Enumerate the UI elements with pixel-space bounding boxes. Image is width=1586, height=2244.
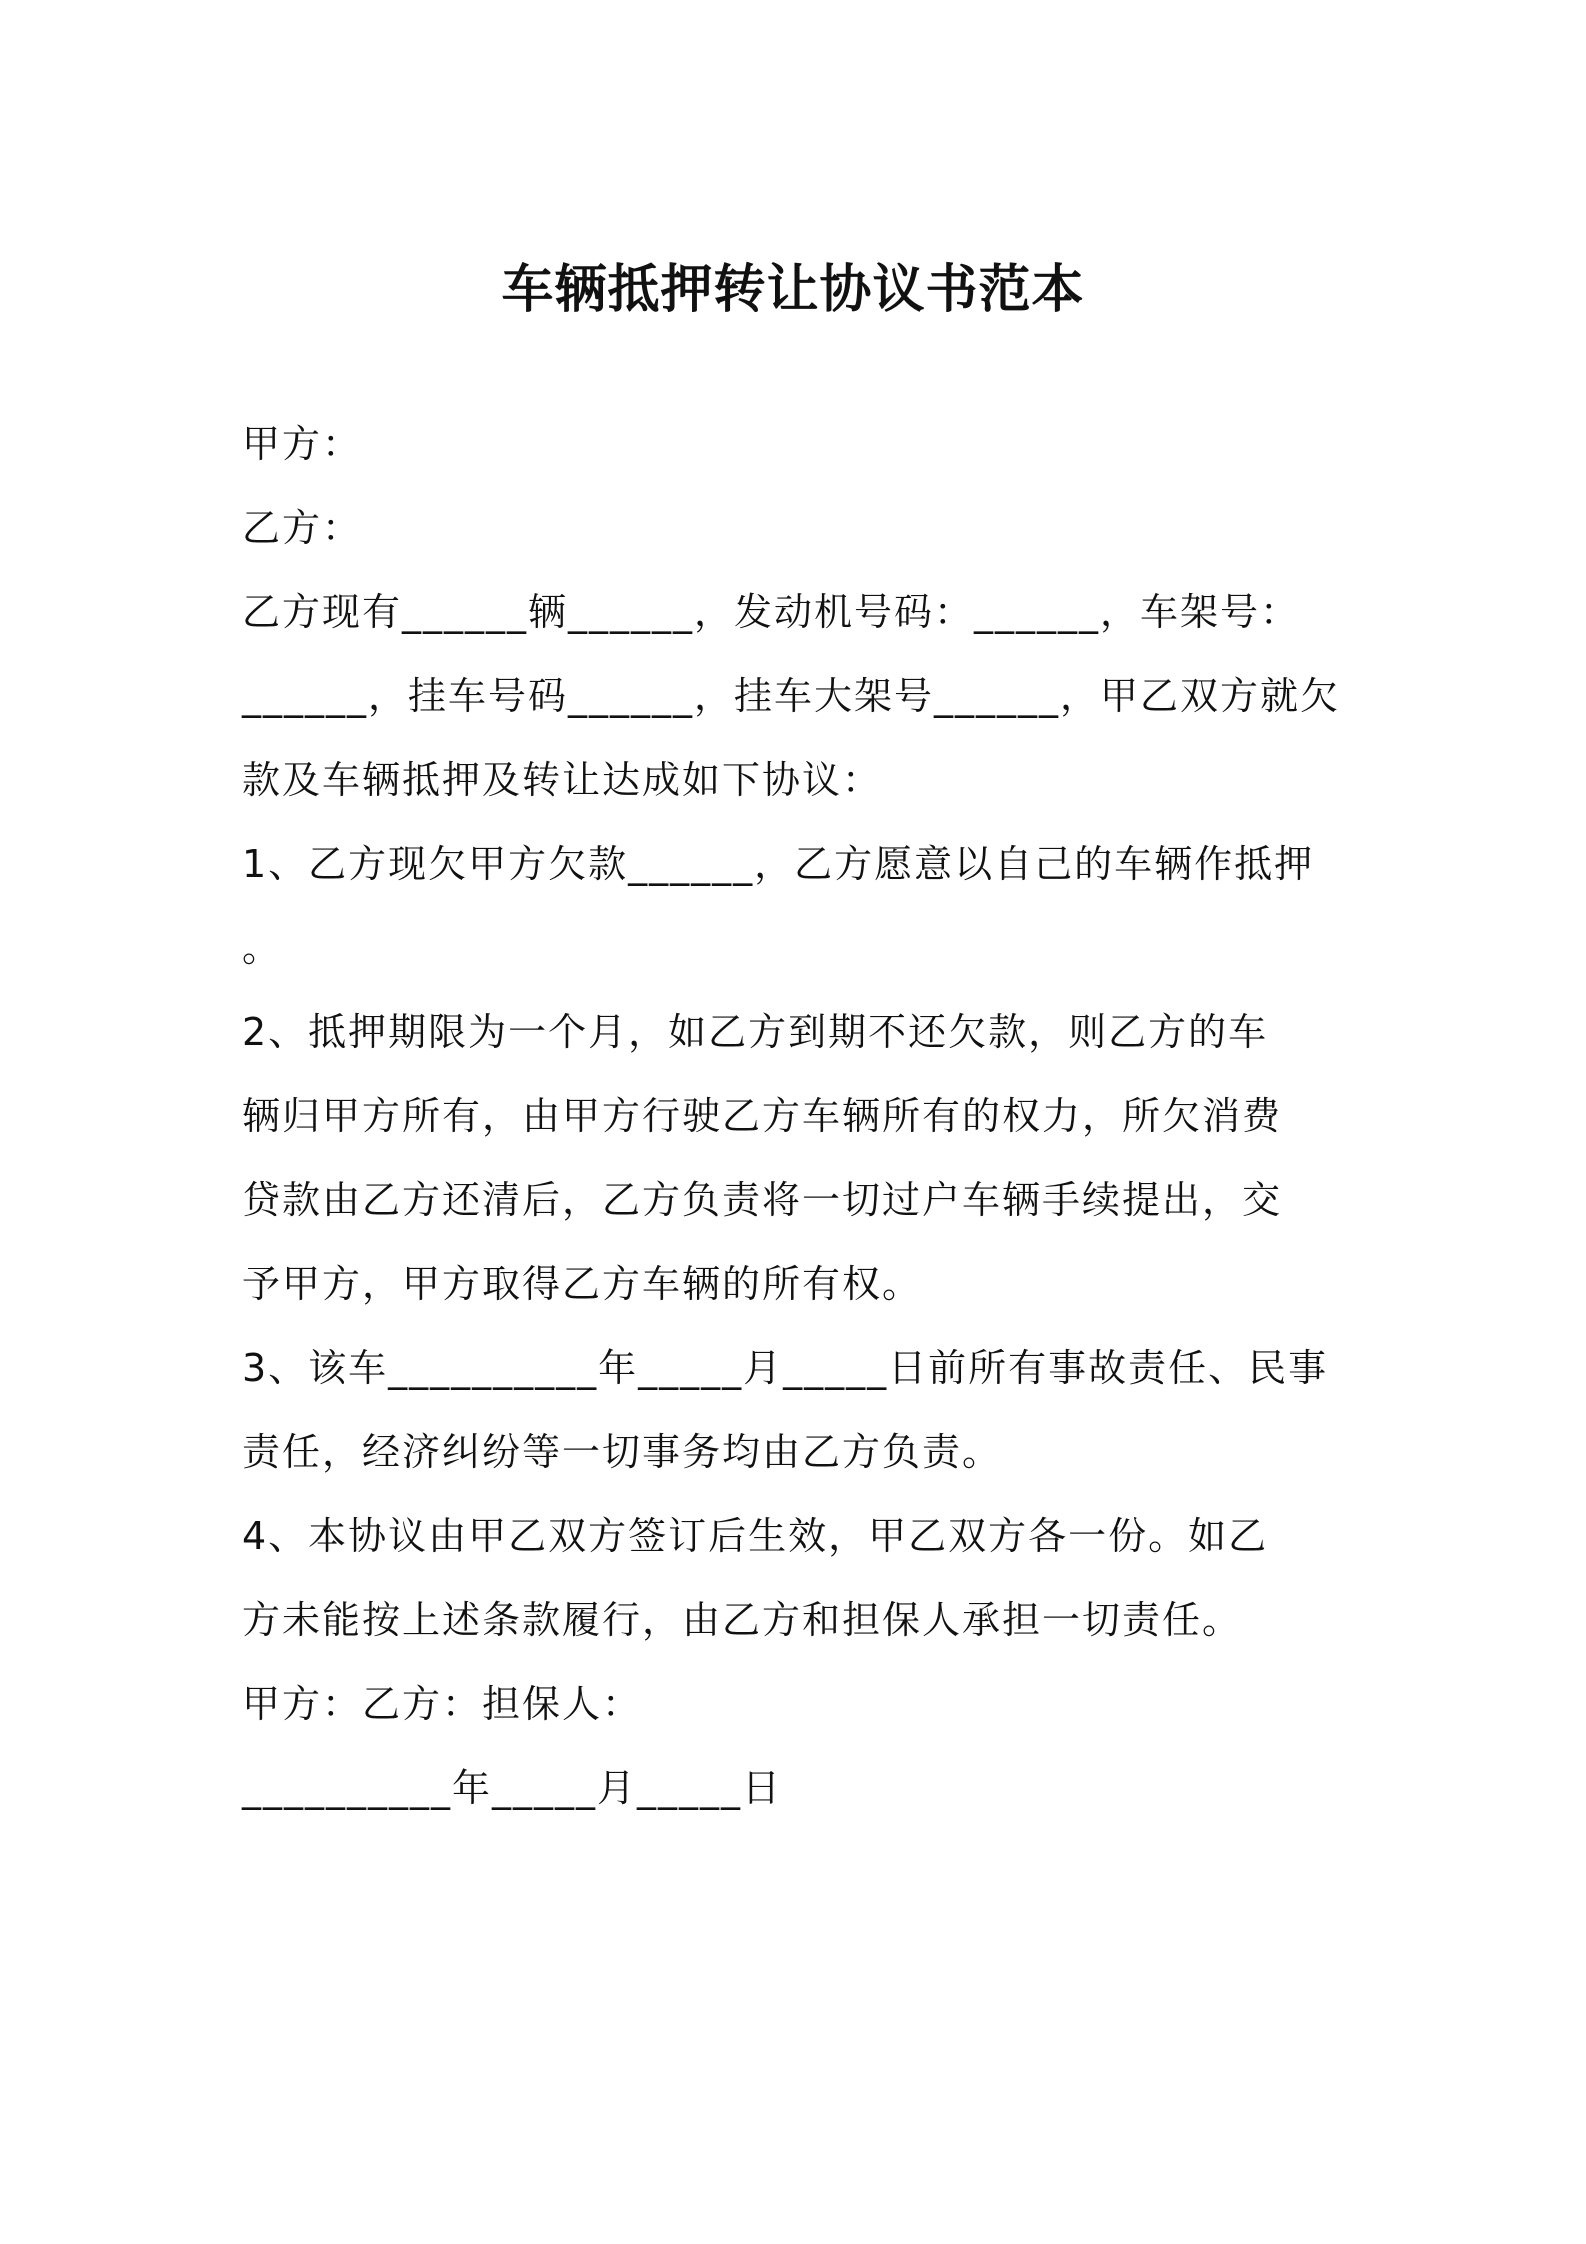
- signatures-line: 甲方：乙方：担保人：: [242, 1682, 643, 1726]
- document-title: 车辆抵押转让协议书范本: [501, 260, 1085, 320]
- date-line: __________年_____月_____日: [242, 1766, 783, 1810]
- clause-1-line-2: 。: [242, 926, 283, 970]
- clause-2-line-2: 辆归甲方所有，由甲方行驶乙方车辆所有的权力，所欠消费: [242, 1094, 1283, 1138]
- vehicle-info-line-3: 款及车辆抵押及转让达成如下协议：: [242, 758, 883, 802]
- document-body: [242, 402, 1352, 1830]
- party-b-label: 乙方：: [242, 506, 363, 550]
- clause-2-line-1: 2、抵押期限为一个月，如乙方到期不还欠款，则乙方的车: [242, 1010, 1269, 1054]
- vehicle-info-line-2: ______，挂车号码______，挂车大架号______，甲乙双方就欠: [242, 674, 1341, 718]
- clause-4-line-2: 方未能按上述条款履行，由乙方和担保人承担一切责任。: [242, 1598, 1243, 1642]
- clause-2-line-3: 贷款由乙方还清后，乙方负责将一切过户车辆手续提出，交: [242, 1178, 1283, 1222]
- party-a-label: 甲方：: [242, 422, 363, 466]
- clause-4-line-1: 4、本协议由甲乙双方签订后生效，甲乙双方各一份。如乙: [242, 1514, 1269, 1558]
- vehicle-info-line-1: 乙方现有______辆______，发动机号码：______，车架号：: [242, 590, 1301, 634]
- clause-1-line-1: 1、乙方现欠甲方欠款______，乙方愿意以自己的车辆作抵押: [242, 842, 1315, 886]
- clause-3-line-1: 3、该车__________年_____月_____日前所有事故责任、民事: [242, 1346, 1329, 1390]
- clause-3-line-2: 责任，经济纠纷等一切事务均由乙方负责。: [242, 1430, 1003, 1474]
- clause-2-line-4: 予甲方，甲方取得乙方车辆的所有权。: [242, 1262, 923, 1306]
